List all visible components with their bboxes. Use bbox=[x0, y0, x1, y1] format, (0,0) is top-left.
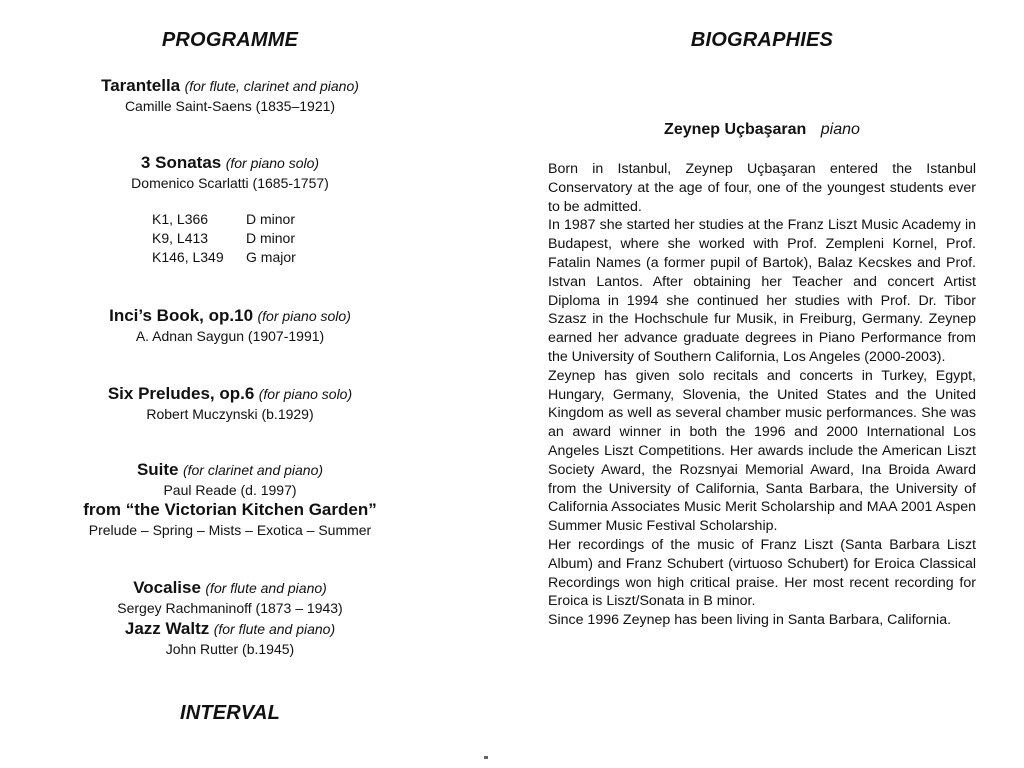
piece-instrumentation: (for flute and piano) bbox=[205, 580, 327, 596]
piece-movements: Prelude – Spring – Mists – Exotica – Summer bbox=[88, 522, 372, 538]
performer-name: Zeynep Uçbaşaran bbox=[664, 121, 807, 138]
piece-title: Inci’s Book, op.10 bbox=[109, 306, 254, 325]
programme-item-tarantella bbox=[40, 76, 420, 116]
biography-paragraph: In 1987 she started her studies at the Franz Liszt Music Academy in Budapest, where she worked with Prof. Zempleni Kornel, Prof. Fatalin Names (a former pupil of Bartok), Balaz Kecskes and Prof. Istvan Lantos. After obtaining her Teacher and concert Artist Diploma in 1994 she continued her studies with Prof. Dr. Tibor Szasz in the Hochschule fur Musik, in Freiburg, Germany. Zeynep earned her advance graduate degrees in Piano Performance from the University of Southern California, Los Angeles (2000-2003). bbox=[548, 217, 976, 365]
piece-instrumentation: (for piano solo) bbox=[258, 386, 353, 402]
piece-subtitle: from “the Victorian Kitchen Garden” bbox=[83, 500, 377, 519]
piece-instrumentation: (for flute, clarinet and piano) bbox=[184, 78, 359, 94]
sonata-key: D minor bbox=[246, 211, 296, 227]
biography-paragraph: Since 1996 Zeynep has been living in Santa Barbara, California. bbox=[548, 612, 952, 629]
sonata-key: D minor bbox=[246, 230, 296, 246]
piece-instrumentation: (for flute and piano) bbox=[213, 621, 336, 637]
biographies-heading: BIOGRAPHIES bbox=[690, 29, 834, 51]
performer-name-line bbox=[548, 120, 976, 140]
biography-paragraph: Zeynep has given solo recitals and concerts in Turkey, Egypt, Hungary, Germany, Slovenia, the United States and the United Kingdom as well as several chamber music performances. She was an award winner in both the 1996 and 2000 International Los Angeles Liszt Competitions. Her awards include the American Liszt Society Award, the Rozsnyai Memorial Award, Ina Broida Award from the University of California, Santa Barbara, the University of California Associates Music Merit Scholarship and MAA 2001 Aspen Summer Music Festival Scholarship. bbox=[548, 367, 976, 535]
sonata-catalogue: K146, L349 bbox=[152, 249, 224, 265]
sonata-catalogue: K9, L413 bbox=[152, 230, 209, 246]
performer-role: piano bbox=[820, 121, 860, 138]
programme-item-suite bbox=[40, 460, 420, 540]
biography-text bbox=[548, 160, 976, 630]
programme-column bbox=[40, 0, 420, 768]
programme-item-vocalise bbox=[40, 578, 420, 618]
sonata-catalogue: K1, L366 bbox=[152, 211, 209, 227]
sonata-list bbox=[152, 210, 352, 267]
biographies-column bbox=[548, 0, 976, 768]
programme-heading: PROGRAMME bbox=[161, 29, 299, 51]
piece-title: Tarantella bbox=[101, 76, 181, 95]
programme-item-six-preludes bbox=[40, 384, 420, 424]
piece-instrumentation: (for clarinet and piano) bbox=[182, 462, 324, 478]
piece-composer: Camille Saint-Saens (1835–1921) bbox=[124, 98, 336, 114]
piece-title: Vocalise bbox=[133, 578, 201, 597]
programme-item-sonatas bbox=[40, 153, 420, 193]
biography-paragraph: Born in Istanbul, Zeynep Uçbaşaran entered the Istanbul Conservatory at the age of four, one of the youngest students ever to be admitted. bbox=[548, 161, 976, 215]
piece-title: 3 Sonatas bbox=[140, 153, 222, 172]
sonata-key: G major bbox=[246, 249, 296, 265]
piece-instrumentation: (for piano solo) bbox=[257, 308, 351, 324]
biography-paragraph: Her recordings of the music of Franz Liszt (Santa Barbara Liszt Album) and Franz Schubert (virtuoso Schubert) for Eroica Classical Recordings won high critical praise. Her most recent recording for Eroica is Liszt/Sonata in B minor. bbox=[548, 536, 976, 610]
piece-composer: A. Adnan Saygun (1907-1991) bbox=[135, 328, 325, 344]
sonata-row bbox=[152, 248, 352, 267]
programme-item-jazz-waltz bbox=[40, 619, 420, 659]
piece-title: Jazz Waltz bbox=[124, 619, 210, 638]
piece-composer: Sergey Rachmaninoff (1873 – 1943) bbox=[117, 600, 343, 616]
piece-composer: Robert Muczynski (b.1929) bbox=[146, 406, 314, 422]
sonata-row bbox=[152, 210, 352, 229]
fold-mark bbox=[484, 756, 488, 759]
sonata-row bbox=[152, 229, 352, 248]
programme-item-incis-book bbox=[40, 306, 420, 346]
piece-composer: John Rutter (b.1945) bbox=[165, 641, 295, 657]
piece-composer: Paul Reade (d. 1997) bbox=[163, 482, 297, 498]
piece-title: Suite bbox=[136, 460, 179, 479]
piece-instrumentation: (for piano solo) bbox=[225, 155, 320, 171]
interval-heading: INTERVAL bbox=[179, 702, 281, 724]
piece-composer: Domenico Scarlatti (1685-1757) bbox=[131, 175, 329, 191]
piece-title: Six Preludes, op.6 bbox=[107, 384, 255, 403]
